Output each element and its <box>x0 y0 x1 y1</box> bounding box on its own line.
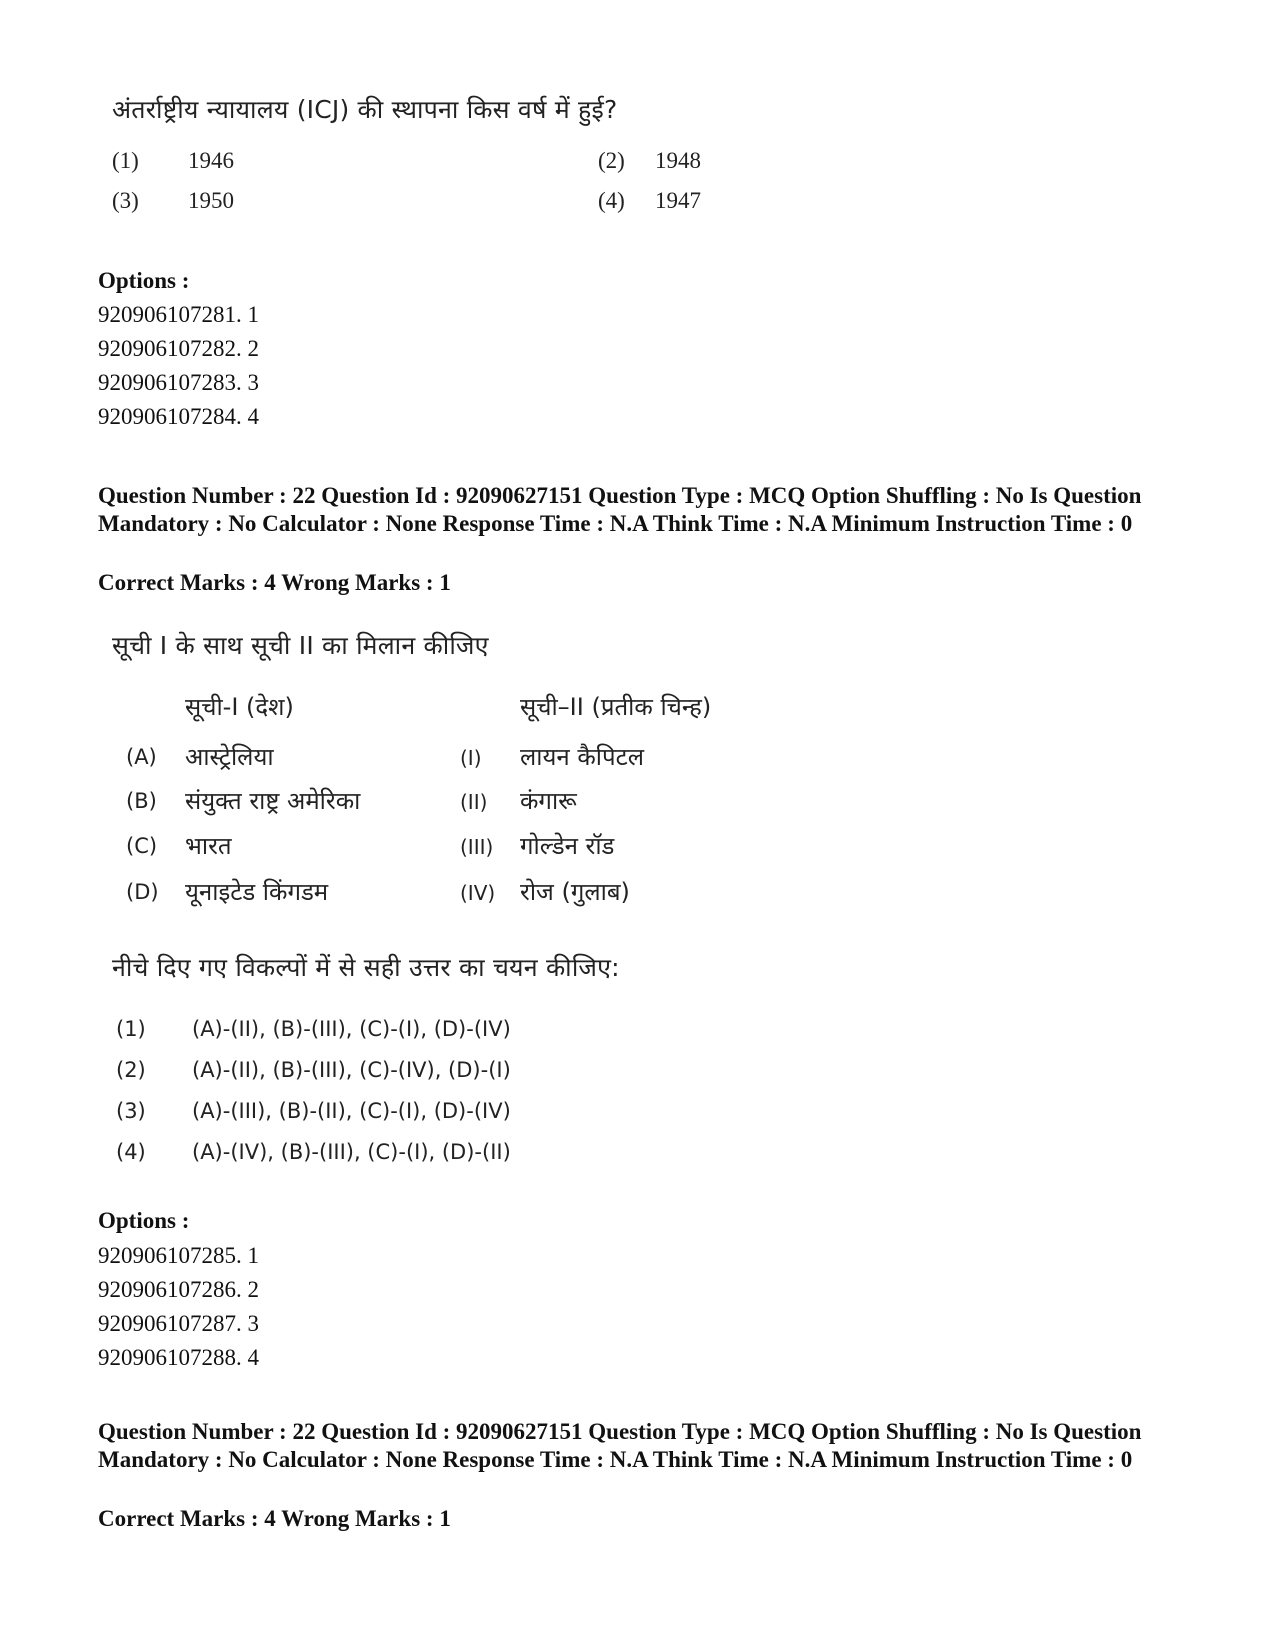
question-meta: Question Number : 22 Question Id : 92090627151 Question Type : MCQ Option Shuffling : No Is Question Mandatory : No Calculator : None Response Time : N.A Think Time : N.A Minimum Instruction Time : 0 <box>98 483 1142 536</box>
choice-value: 1950 <box>188 188 234 213</box>
row-roman: (I) <box>460 746 482 770</box>
question-marks: Correct Marks : 4 Wrong Marks : 1 <box>98 1506 451 1531</box>
choice-value: 1948 <box>655 148 701 173</box>
row-letter: (C) <box>126 834 158 858</box>
option-item: 920906107285. 1 <box>98 1243 259 1268</box>
answer-number: (2) <box>116 1058 146 1082</box>
answer-text: (A)-(II), (B)-(III), (C)-(I), (D)-(IV) <box>192 1017 511 1041</box>
row-letter: (D) <box>126 880 159 904</box>
choice-number: (3) <box>112 188 139 213</box>
symbol-item: रोज (गुलाब) <box>520 878 630 906</box>
country-item: यूनाइटेड किंगडम <box>185 878 329 906</box>
symbol-item: लायन कैपिटल <box>520 743 645 771</box>
question-instruction: नीचे दिए गए विकल्पों में से सही उत्तर का चयन कीजिए: <box>112 953 620 982</box>
option-item: 920906107287. 3 <box>98 1311 259 1336</box>
choice-number: (2) <box>598 148 625 173</box>
answer-number: (3) <box>116 1099 146 1123</box>
row-roman: (II) <box>460 790 488 814</box>
option-item: 920906107282. 2 <box>98 336 259 361</box>
symbol-item: गोल्डेन रॉड <box>520 832 615 860</box>
question-prompt: सूची I के साथ सूची II का मिलान कीजिए <box>112 631 489 660</box>
options-title: Options : <box>98 268 190 293</box>
row-roman: (III) <box>460 835 494 859</box>
row-roman: (IV) <box>460 881 496 905</box>
question-text: अंतर्राष्ट्रीय न्यायालय (ICJ) की स्थापना किस वर्ष में हुई? <box>112 95 618 124</box>
option-item: 920906107284. 4 <box>98 404 259 429</box>
row-letter: (B) <box>126 789 157 813</box>
choice-value: 1946 <box>188 148 234 173</box>
choice-number: (4) <box>598 188 625 213</box>
answer-text: (A)-(II), (B)-(III), (C)-(IV), (D)-(I) <box>192 1058 511 1082</box>
country-item: भारत <box>185 832 232 860</box>
list-1-heading: सूची-I (देश) <box>185 693 294 721</box>
answer-number: (1) <box>116 1017 146 1041</box>
option-item: 920906107281. 1 <box>98 302 259 327</box>
country-item: संयुक्त राष्ट्र अमेरिका <box>185 787 361 815</box>
answer-text: (A)-(IV), (B)-(III), (C)-(I), (D)-(II) <box>192 1140 511 1164</box>
options-title: Options : <box>98 1208 190 1233</box>
option-item: 920906107286. 2 <box>98 1277 259 1302</box>
answer-number: (4) <box>116 1140 146 1164</box>
row-letter: (A) <box>126 745 157 769</box>
country-item: आस्ट्रेलिया <box>185 743 274 771</box>
answer-text: (A)-(III), (B)-(II), (C)-(I), (D)-(IV) <box>192 1099 511 1123</box>
option-item: 920906107283. 3 <box>98 370 259 395</box>
choice-number: (1) <box>112 148 139 173</box>
options-list <box>98 298 259 434</box>
list-2-heading: सूची–II (प्रतीक चिन्ह) <box>520 693 712 721</box>
choice-value: 1947 <box>655 188 701 213</box>
symbol-item: कंगारू <box>520 787 577 815</box>
question-meta: Question Number : 22 Question Id : 92090627151 Question Type : MCQ Option Shuffling : No Is Question Mandatory : No Calculator : None Response Time : N.A Think Time : N.A Minimum Instruction Time : 0 <box>98 1419 1142 1472</box>
options-list <box>98 1239 259 1375</box>
question-marks: Correct Marks : 4 Wrong Marks : 1 <box>98 570 451 595</box>
option-item: 920906107288. 4 <box>98 1345 259 1370</box>
